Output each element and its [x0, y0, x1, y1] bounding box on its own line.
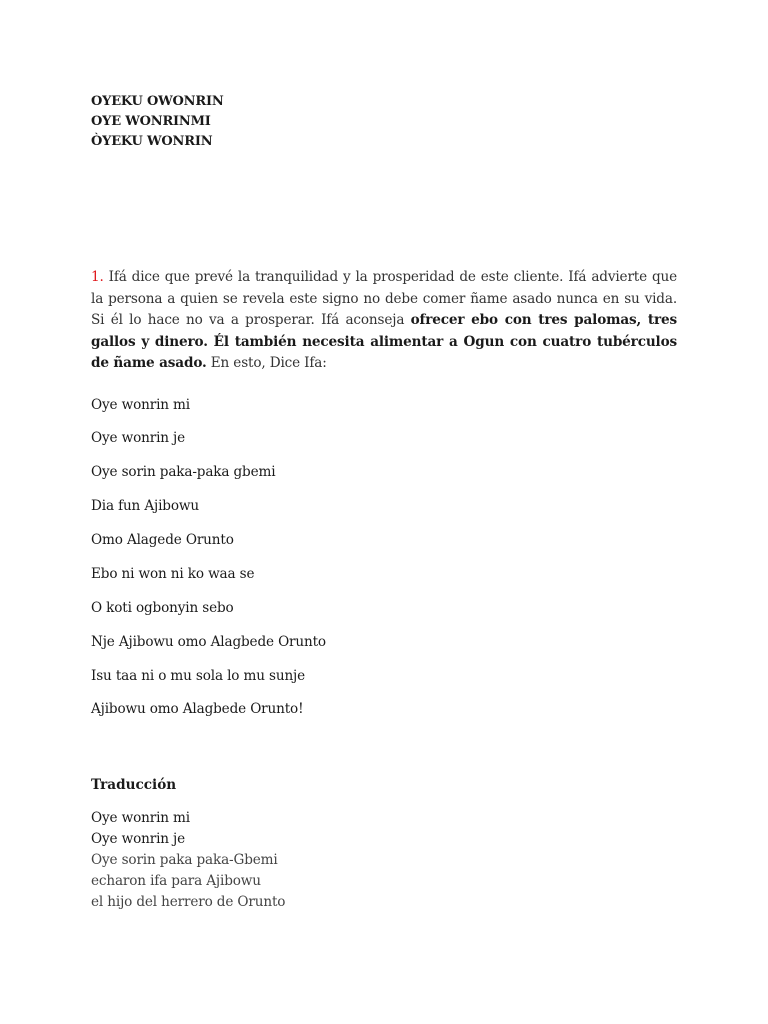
verse-line: Oye sorin paka-paka gbemi — [91, 464, 276, 480]
title-line-2: OYE WONRINMI — [91, 114, 211, 129]
title-line-3: ÒYEKU WONRIN — [91, 134, 213, 149]
verse-line: Isu taa ni o mu sola lo mu sunje — [91, 668, 306, 684]
paragraph-bold-text: ofrecer ebo con tres palomas, tres gallos y dinero. Él también necesita alimentar a Ogun con cuatro tubérculos de ñame asado. — [91, 312, 677, 371]
verse-line: Oye wonrin je — [91, 430, 185, 446]
paragraph-text-1: Ifá dice que prevé la tranquilidad y la prosperidad de este cliente. Ifá advierte que la persona a quien se revela este signo no debe comer ñame asado nunca en su vida. Si él lo hace no va a prosperar. Ifá aconseja — [91, 269, 678, 328]
translation-block — [91, 808, 285, 913]
translation-line: Oye wonrin mi — [91, 810, 190, 826]
verse-line: O koti ogbonyin sebo — [91, 600, 234, 616]
title-block — [91, 92, 224, 152]
verse-line: Dia fun Ajibowu — [91, 498, 199, 514]
verse-line: Omo Alagede Orunto — [91, 532, 234, 548]
paragraph-text-2: En esto, Dice Ifa: — [206, 355, 327, 371]
paragraph-number: 1. — [91, 269, 104, 285]
translation-line: echaron ifa para Ajibowu — [91, 873, 261, 889]
translation-line: el hijo del herrero de Orunto — [91, 894, 286, 910]
verse-line: Ajibowu omo Alagbede Orunto! — [91, 701, 304, 717]
verse-line: Nje Ajibowu omo Alagbede Orunto — [91, 634, 326, 650]
intro-paragraph — [91, 267, 677, 375]
verse-line: Ebo ni won ni ko waa se — [91, 566, 255, 582]
translation-heading: Traducción — [91, 777, 177, 793]
translation-line: Oye wonrin je — [91, 831, 185, 847]
translation-line: Oye sorin paka paka-Gbemi — [91, 852, 278, 868]
title-line-1: OYEKU OWONRIN — [91, 94, 224, 109]
verse-line: Oye wonrin mi — [91, 397, 190, 413]
